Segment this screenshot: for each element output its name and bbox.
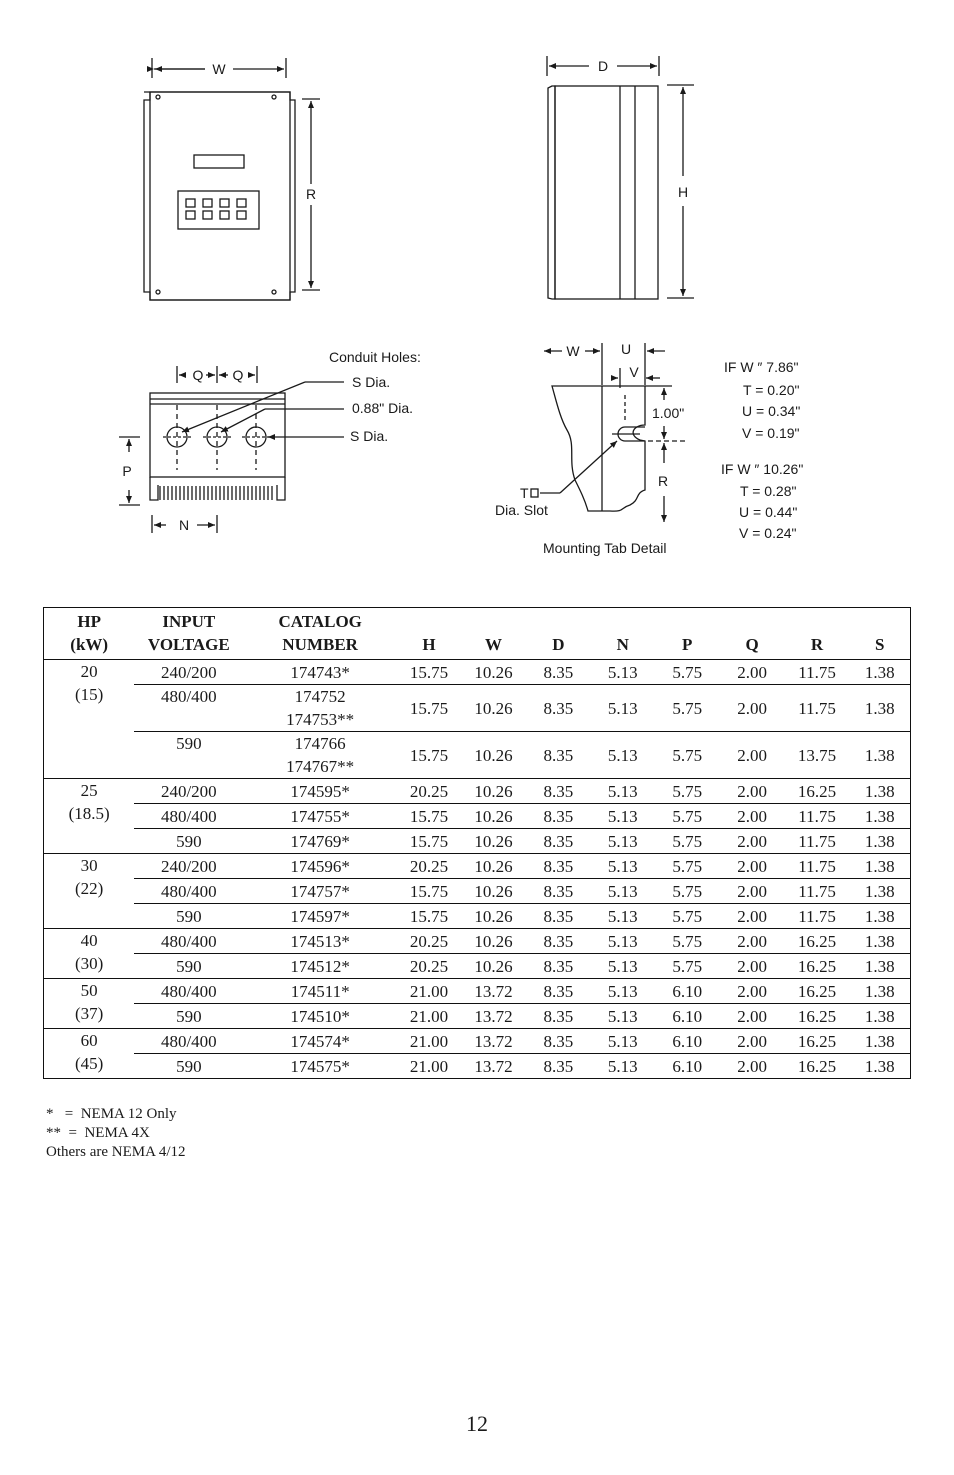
n-cell: 5.13 [591, 685, 655, 732]
r-cell: 13.75 [785, 732, 850, 779]
catalog-cell: 174512* [243, 954, 397, 979]
catalog-cell: 174510* [243, 1004, 397, 1029]
d-cell: 8.35 [526, 779, 591, 804]
n-cell: 5.13 [591, 954, 655, 979]
w-cell: 10.26 [461, 685, 526, 732]
voltage-cell: 480/400 [134, 804, 243, 829]
d-cell: 8.35 [526, 660, 591, 685]
header-s: S [875, 635, 885, 654]
h-cell: 21.00 [397, 979, 461, 1004]
p-cell: 5.75 [655, 904, 720, 929]
d-cell: 8.35 [526, 804, 591, 829]
w-cell: 10.26 [461, 779, 526, 804]
table-body [44, 660, 911, 1079]
w-cell: 10.26 [461, 904, 526, 929]
table-row [44, 979, 911, 1004]
w-cell: 13.72 [461, 1029, 526, 1054]
d-cell: 8.35 [526, 854, 591, 879]
h-cell: 15.75 [397, 804, 461, 829]
d-cell: 8.35 [526, 954, 591, 979]
q-cell: 2.00 [720, 979, 785, 1004]
r-cell: 16.25 [785, 954, 850, 979]
n-cell: 5.13 [591, 829, 655, 854]
tab-v-label: V [629, 364, 639, 380]
header-w: W [484, 635, 502, 654]
p-cell: 6.10 [655, 1054, 720, 1079]
voltage-cell: 590 [134, 732, 243, 779]
n-cell: 5.13 [591, 854, 655, 879]
side-view-drawing [547, 56, 694, 299]
tab-r-label: R [657, 473, 669, 489]
q-cell: 2.00 [720, 854, 785, 879]
header-q: Q [745, 635, 759, 654]
notes-1026-line: U = 0.44" [739, 504, 798, 520]
r-cell: 11.75 [785, 904, 850, 929]
catalog-cell: 174595* [243, 779, 397, 804]
q-cell: 2.00 [720, 685, 785, 732]
q-cell: 2.00 [720, 1054, 785, 1079]
q1-label: Q [192, 367, 204, 383]
footnote: ** = NEMA 4X [46, 1125, 150, 1141]
notes-1026-line: T = 0.28" [740, 483, 797, 499]
mounting-tab-drawing [531, 343, 686, 522]
h-cell: 20.25 [397, 779, 461, 804]
mounting-tab-caption: Mounting Tab Detail [543, 540, 667, 556]
catalog-cell: 174769* [243, 829, 397, 854]
voltage-cell: 590 [134, 904, 243, 929]
hp-cell: 50 (37) [44, 979, 135, 1029]
voltage-cell: 480/400 [134, 929, 243, 954]
q-cell: 2.00 [720, 879, 785, 904]
p-cell: 5.75 [655, 660, 720, 685]
table-row [44, 929, 911, 954]
dimension-drawings [0, 0, 954, 600]
notes-786-heading: IF W ″ 7.86" [724, 359, 799, 375]
voltage-cell: 240/200 [134, 854, 243, 879]
h-cell: 20.25 [397, 929, 461, 954]
n-cell: 5.13 [591, 1029, 655, 1054]
q-cell: 2.00 [720, 804, 785, 829]
d-cell: 8.35 [526, 1054, 591, 1079]
table-row [44, 879, 911, 904]
r-cell: 16.25 [785, 1054, 850, 1079]
r-cell: 11.75 [785, 879, 850, 904]
w-label: W [212, 61, 226, 77]
notes-786-line: T = 0.20" [743, 382, 800, 398]
tab-w-label: W [566, 343, 580, 359]
p-cell: 5.75 [655, 804, 720, 829]
n-cell: 5.13 [591, 1054, 655, 1079]
r-cell: 11.75 [785, 660, 850, 685]
header-h: H [422, 635, 436, 654]
w-cell: 13.72 [461, 1004, 526, 1029]
p-cell: 5.75 [655, 732, 720, 779]
voltage-cell: 480/400 [134, 1029, 243, 1054]
conduit-item: 0.88" Dia. [352, 400, 414, 416]
notes-786-line: V = 0.19" [742, 425, 800, 441]
table-header [44, 608, 911, 660]
table-row [44, 854, 911, 879]
p-cell: 5.75 [655, 779, 720, 804]
catalog-cell: 174596* [243, 854, 397, 879]
hp-cell: 30 (22) [44, 854, 135, 929]
catalog-cell: 174511* [243, 979, 397, 1004]
voltage-cell: 590 [134, 829, 243, 854]
s-cell: 1.38 [849, 732, 910, 779]
d-cell: 8.35 [526, 829, 591, 854]
n-cell: 5.13 [591, 660, 655, 685]
table-row [44, 954, 911, 979]
p-cell: 5.75 [655, 685, 720, 732]
r-cell: 16.25 [785, 1004, 850, 1029]
catalog-cell: 174752 174753** [243, 685, 397, 732]
w-cell: 13.72 [461, 979, 526, 1004]
bottom-view-drawing [119, 366, 344, 533]
hp-cell: 20 (15) [44, 660, 135, 779]
n-cell: 5.13 [591, 929, 655, 954]
d-cell: 8.35 [526, 929, 591, 954]
voltage-cell: 480/400 [134, 879, 243, 904]
s-cell: 1.38 [849, 685, 910, 732]
p-cell: 5.75 [655, 879, 720, 904]
w-cell: 10.26 [461, 732, 526, 779]
w-cell: 10.26 [461, 954, 526, 979]
tab-dimension-label: 1.00" [652, 405, 685, 421]
table-row [44, 660, 911, 685]
dimensions-table [43, 607, 911, 1079]
s-cell: 1.38 [849, 979, 910, 1004]
q-cell: 2.00 [720, 904, 785, 929]
conduit-holes-title: Conduit Holes: [329, 349, 421, 365]
voltage-cell: 480/400 [134, 979, 243, 1004]
s-cell: 1.38 [849, 660, 910, 685]
catalog-cell: 174766 174767** [243, 732, 397, 779]
s-cell: 1.38 [849, 954, 910, 979]
table-row [44, 904, 911, 929]
catalog-cell: 174574* [243, 1029, 397, 1054]
table-row [44, 732, 911, 779]
notes-1026-heading: IF W ″ 10.26" [721, 461, 804, 477]
r-cell: 16.25 [785, 979, 850, 1004]
hp-cell: 25 (18.5) [44, 779, 135, 854]
n-cell: 5.13 [591, 904, 655, 929]
h-cell: 15.75 [397, 660, 461, 685]
r-cell: 11.75 [785, 829, 850, 854]
tab-t-label: T [520, 485, 529, 501]
r-cell: 11.75 [785, 804, 850, 829]
q-cell: 2.00 [720, 660, 785, 685]
n-cell: 5.13 [591, 879, 655, 904]
catalog-cell: 174743* [243, 660, 397, 685]
q-cell: 2.00 [720, 732, 785, 779]
n-label: N [178, 517, 190, 533]
d-cell: 8.35 [526, 1029, 591, 1054]
s-cell: 1.38 [849, 779, 910, 804]
w-cell: 10.26 [461, 660, 526, 685]
r-cell: 11.75 [785, 685, 850, 732]
p-label: P [122, 463, 132, 479]
h-cell: 15.75 [397, 732, 461, 779]
w-cell: 10.26 [461, 879, 526, 904]
footnote: * = NEMA 12 Only [46, 1106, 177, 1122]
q-cell: 2.00 [720, 929, 785, 954]
n-cell: 5.13 [591, 804, 655, 829]
d-label: D [597, 58, 609, 74]
front-view-drawing [144, 58, 320, 300]
s-cell: 1.38 [849, 1029, 910, 1054]
voltage-cell: 240/200 [134, 660, 243, 685]
conduit-item: S Dia. [352, 374, 391, 390]
p-cell: 5.75 [655, 929, 720, 954]
catalog-cell: 174597* [243, 904, 397, 929]
header-d: D [552, 635, 565, 654]
n-cell: 5.13 [591, 1004, 655, 1029]
s-cell: 1.38 [849, 929, 910, 954]
d-cell: 8.35 [526, 1004, 591, 1029]
table-row [44, 1054, 911, 1079]
tab-u-label: U [620, 341, 632, 357]
q-cell: 2.00 [720, 829, 785, 854]
d-cell: 8.35 [526, 979, 591, 1004]
header-voltage: INPUT VOLTAGE [147, 612, 230, 654]
n-cell: 5.13 [591, 732, 655, 779]
p-cell: 6.10 [655, 1029, 720, 1054]
d-cell: 8.35 [526, 879, 591, 904]
p-cell: 5.75 [655, 954, 720, 979]
r-cell: 16.25 [785, 929, 850, 954]
header-n: N [616, 635, 629, 654]
s-cell: 1.38 [849, 1004, 910, 1029]
d-cell: 8.35 [526, 732, 591, 779]
q-cell: 2.00 [720, 1004, 785, 1029]
p-cell: 6.10 [655, 1004, 720, 1029]
header-catalog: CATALOG NUMBER [278, 612, 362, 654]
h-cell: 20.25 [397, 854, 461, 879]
voltage-cell: 590 [134, 954, 243, 979]
s-cell: 1.38 [849, 879, 910, 904]
n-cell: 5.13 [591, 979, 655, 1004]
q-cell: 2.00 [720, 954, 785, 979]
catalog-cell: 174575* [243, 1054, 397, 1079]
r-cell: 11.75 [785, 854, 850, 879]
catalog-cell: 174513* [243, 929, 397, 954]
p-cell: 6.10 [655, 979, 720, 1004]
table-row [44, 1029, 911, 1054]
notes-786-line: U = 0.34" [742, 403, 801, 419]
table-row [44, 779, 911, 804]
slot-label: Dia. Slot [495, 502, 548, 518]
notes-1026-line: V = 0.24" [739, 525, 797, 541]
w-cell: 10.26 [461, 854, 526, 879]
footnote: Others are NEMA 4/12 [46, 1144, 186, 1160]
h-cell: 21.00 [397, 1004, 461, 1029]
w-cell: 10.26 [461, 829, 526, 854]
s-cell: 1.38 [849, 829, 910, 854]
w-cell: 13.72 [461, 1054, 526, 1079]
h-cell: 15.75 [397, 879, 461, 904]
s-cell: 1.38 [849, 854, 910, 879]
s-cell: 1.38 [849, 804, 910, 829]
conduit-item: S Dia. [350, 428, 389, 444]
catalog-cell: 174757* [243, 879, 397, 904]
s-cell: 1.38 [849, 904, 910, 929]
p-cell: 5.75 [655, 854, 720, 879]
h-cell: 20.25 [397, 954, 461, 979]
table-row [44, 829, 911, 854]
h-cell: 21.00 [397, 1054, 461, 1079]
h-label: H [677, 184, 689, 200]
catalog-cell: 174755* [243, 804, 397, 829]
voltage-cell: 240/200 [134, 779, 243, 804]
header-hp: HP (kW) [70, 612, 109, 654]
q2-label: Q [232, 367, 244, 383]
w-cell: 10.26 [461, 804, 526, 829]
voltage-cell: 590 [134, 1054, 243, 1079]
hp-cell: 40 (30) [44, 929, 135, 979]
r-cell: 16.25 [785, 1029, 850, 1054]
p-cell: 5.75 [655, 829, 720, 854]
r-cell: 16.25 [785, 779, 850, 804]
table-row [44, 1004, 911, 1029]
n-cell: 5.13 [591, 779, 655, 804]
h-cell: 15.75 [397, 904, 461, 929]
r-label: R [305, 186, 317, 202]
header-r: R [810, 635, 824, 654]
voltage-cell: 480/400 [134, 685, 243, 732]
w-cell: 10.26 [461, 929, 526, 954]
q-cell: 2.00 [720, 1029, 785, 1054]
footnotes [46, 1105, 186, 1162]
page-number: 12 [466, 1411, 488, 1436]
table-row [44, 804, 911, 829]
header-p: P [682, 635, 693, 654]
voltage-cell: 590 [134, 1004, 243, 1029]
h-cell: 21.00 [397, 1029, 461, 1054]
s-cell: 1.38 [849, 1054, 910, 1079]
hp-cell: 60 (45) [44, 1029, 135, 1079]
q-cell: 2.00 [720, 779, 785, 804]
d-cell: 8.35 [526, 685, 591, 732]
h-cell: 15.75 [397, 829, 461, 854]
d-cell: 8.35 [526, 904, 591, 929]
h-cell: 15.75 [397, 685, 461, 732]
table-row [44, 685, 911, 732]
